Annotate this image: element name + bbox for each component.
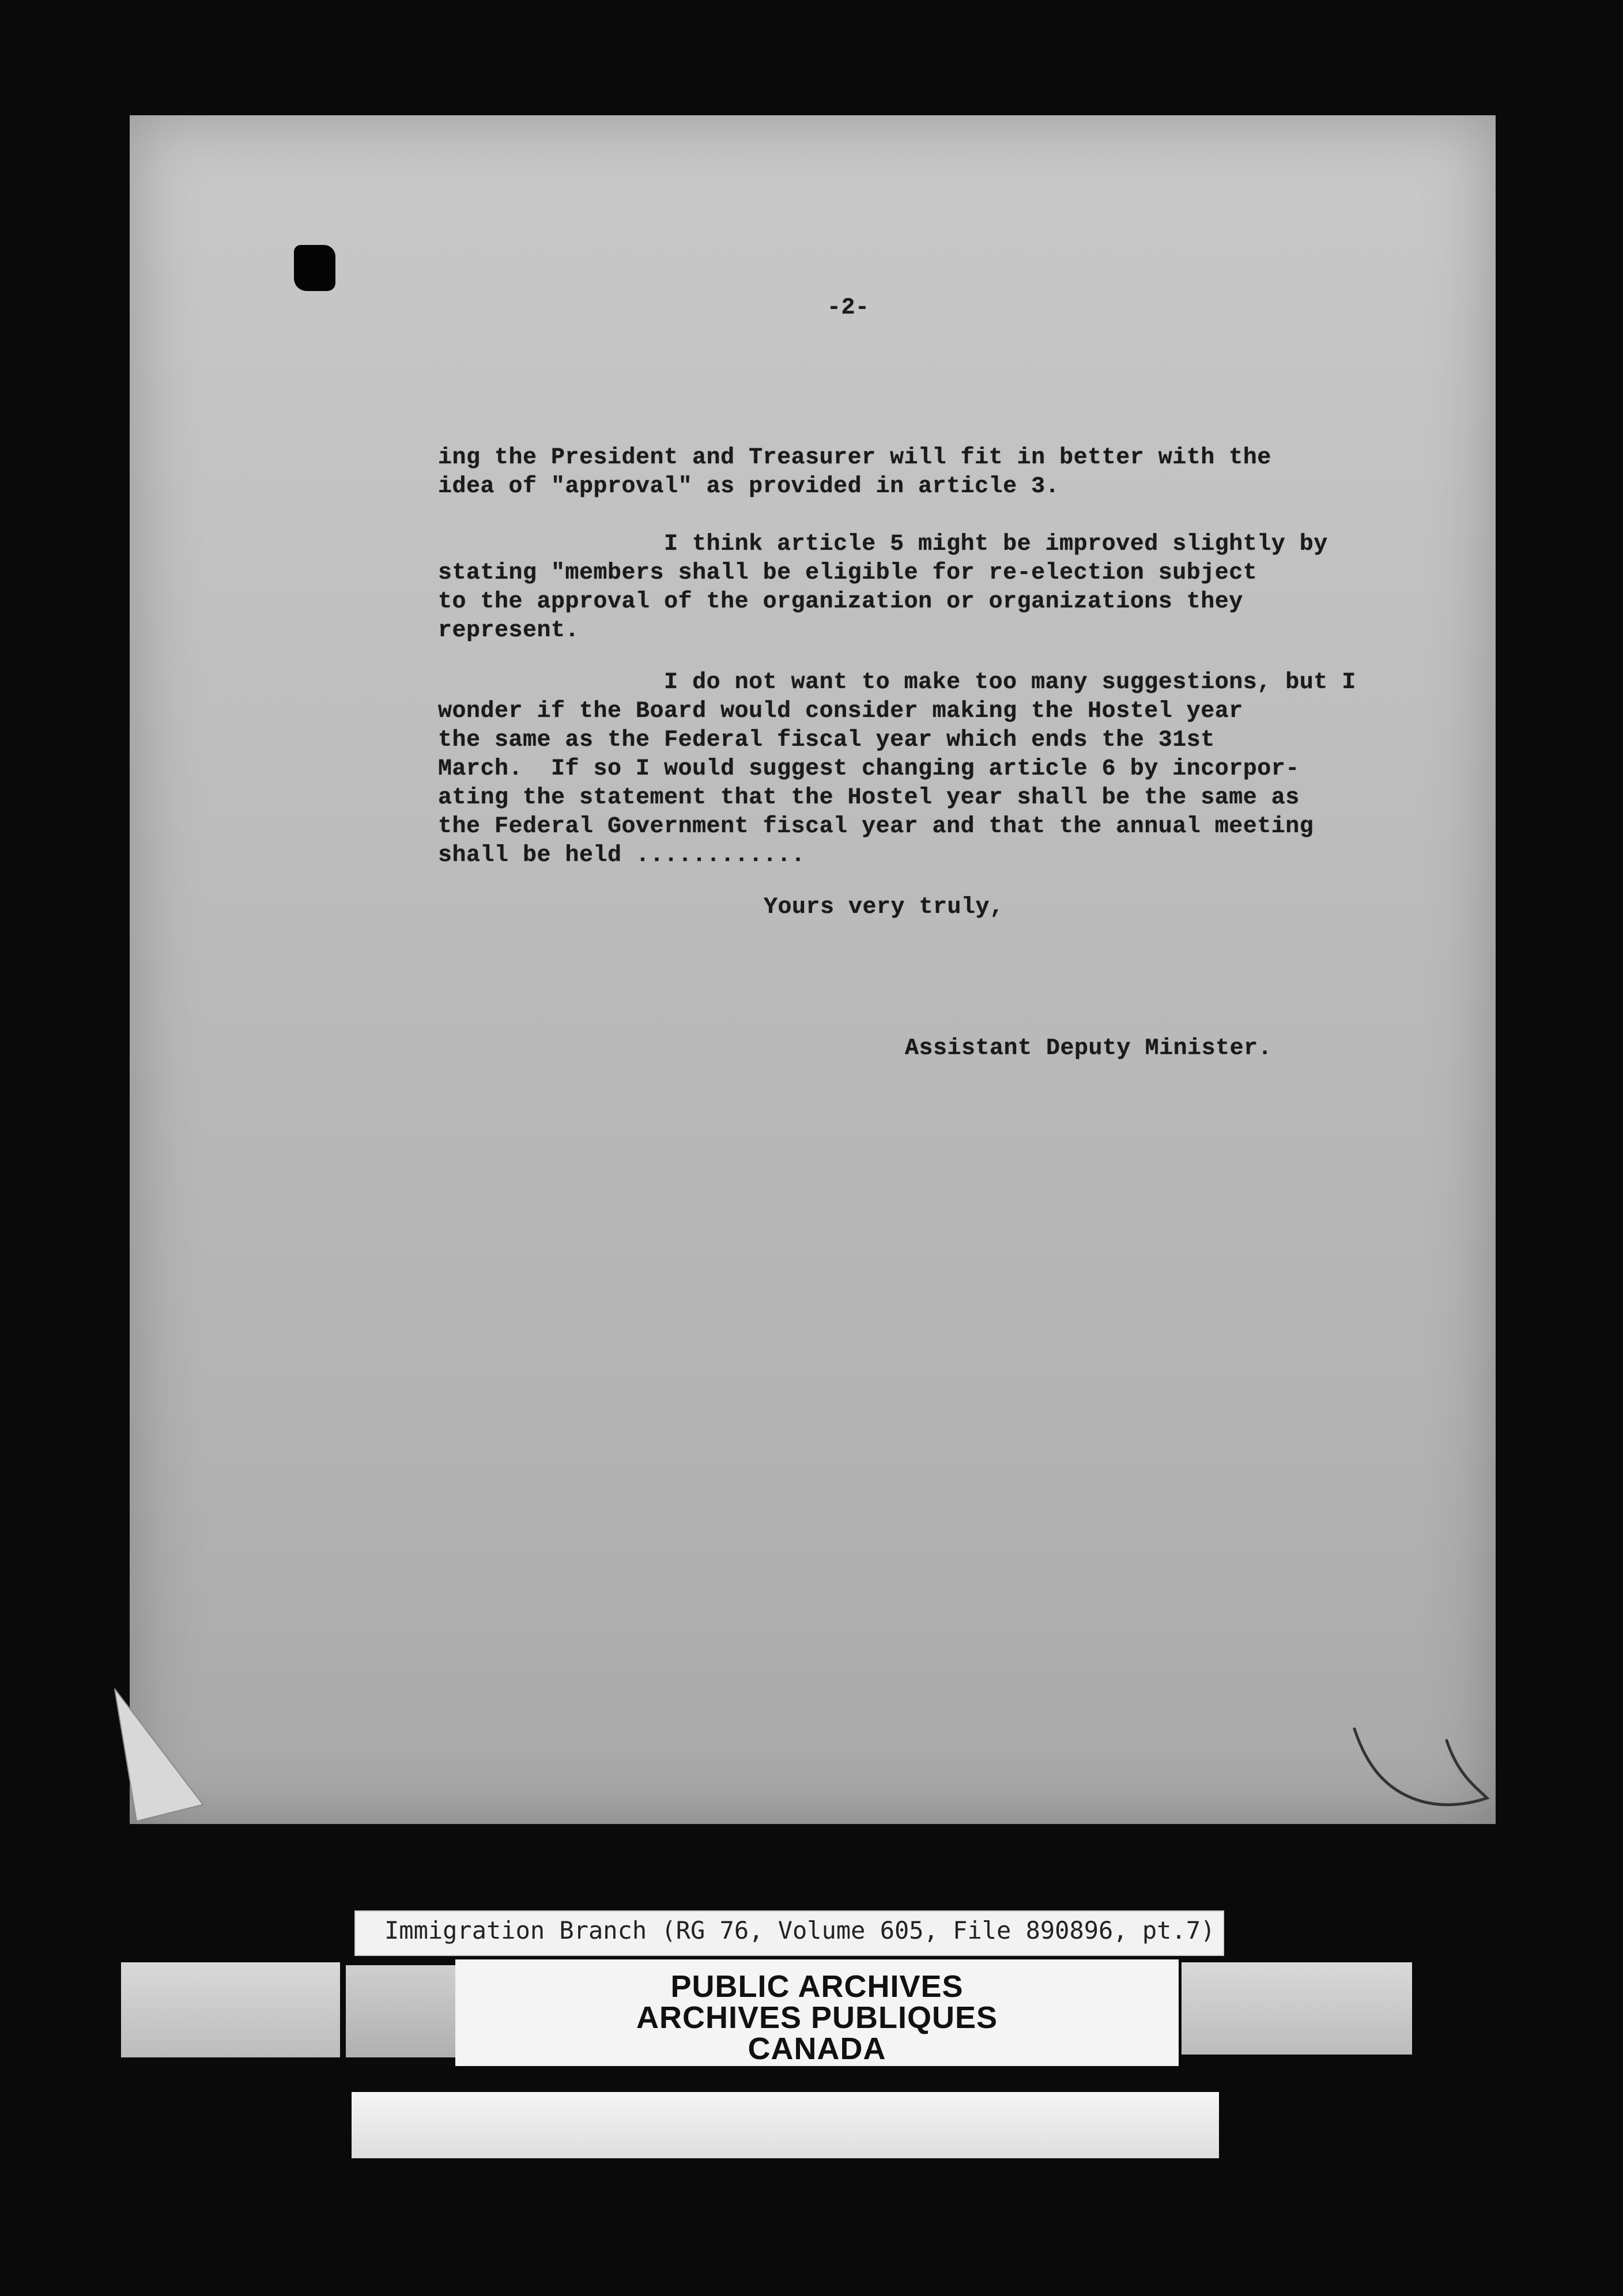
archive-caption: Immigration Branch (RG 76, Volume 605, File 890896, pt.7) (384, 1916, 1216, 1944)
letter-page (130, 115, 1496, 1824)
paragraph-1: ing the President and Treasurer will fit in better with the idea of "approval" as provided in article 3. (438, 445, 1271, 500)
paragraph-3: I do not want to make too many suggestions, but I wonder if the Board would consider making the Hostel year the same as the Federal fiscal year which ends the 31st March. If so I would suggest changing article 6 by incorpor- ating the statement that the Hostel year shall be the same as the Federal Government fiscal year and that the annual meeting shall be held ............ (438, 670, 1356, 868)
archive-caption-strip (354, 1910, 1224, 1956)
paragraph-2: I think article 5 might be improved slightly by stating "members shall be eligible for re-election subject to the approval of the organization or organizations they represent. (438, 531, 1328, 644)
page-number: -2- (827, 295, 870, 321)
public-archives-label (455, 1959, 1179, 2066)
signature-title: Assistant Deputy Minister. (905, 1036, 1273, 1062)
punch-hole (294, 245, 335, 291)
band-piece-left-2 (346, 1965, 455, 2057)
archives-line-3: CANADA (748, 2031, 886, 2066)
pencil-mark-icon (1343, 1717, 1499, 1821)
archives-line-2: ARCHIVES PUBLIQUES (636, 2000, 998, 2035)
band-piece-right (1182, 1962, 1412, 2055)
lower-blank-strip (352, 2092, 1219, 2158)
closing-line: Yours very truly, (764, 894, 1004, 920)
archives-line-1: PUBLIC ARCHIVES (670, 1969, 964, 2004)
folded-corner-icon (112, 1689, 216, 1821)
band-piece-left (121, 1962, 340, 2057)
